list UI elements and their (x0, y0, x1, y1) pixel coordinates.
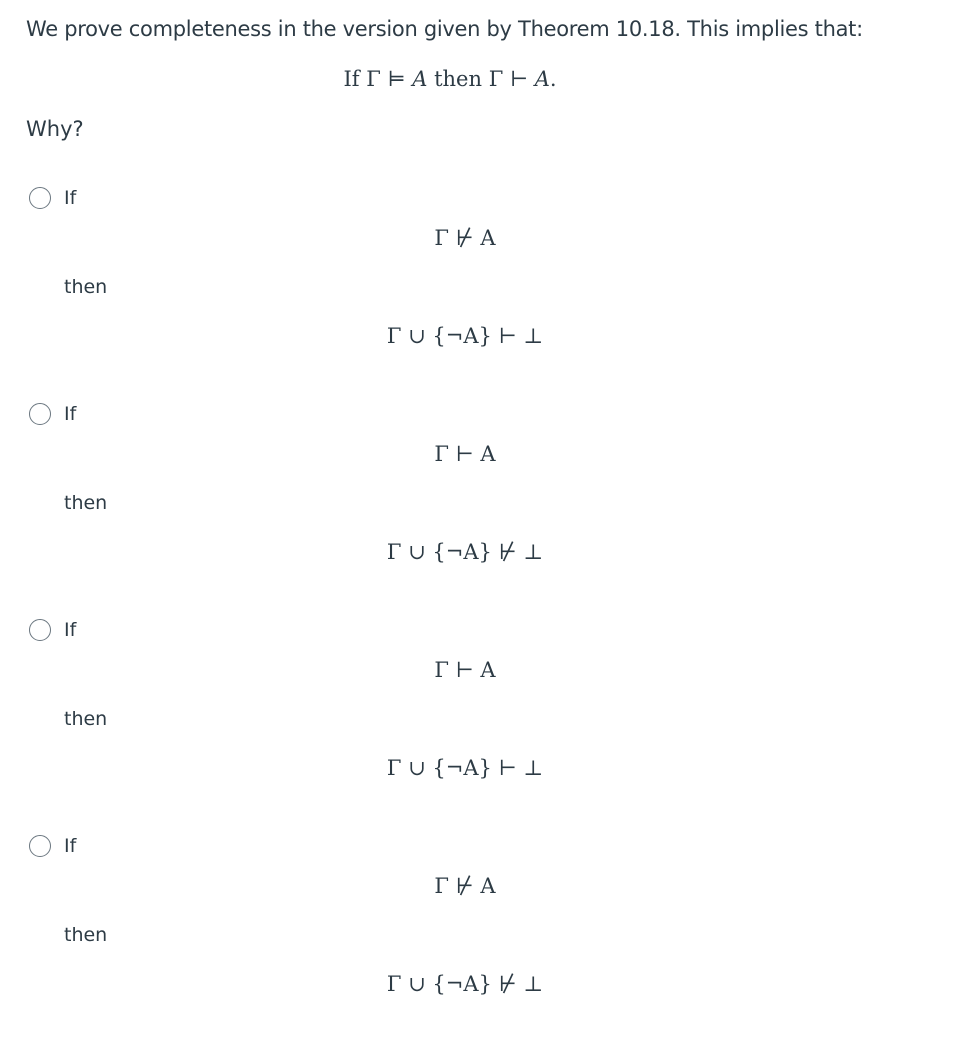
option-then-formula: Γ ∪ {¬A} ⊬ ⊥ (386, 972, 544, 996)
statement-then-word: then (434, 67, 482, 91)
statement-proves-symbol: ⊢ (509, 67, 529, 91)
option-if-label: If (64, 403, 77, 425)
statement-gamma-2: Γ (488, 67, 504, 91)
radio-button-4[interactable] (29, 835, 51, 857)
statement-gamma: Γ (366, 67, 381, 91)
option-then-formula: Γ ∪ {¬A} ⊢ ⊥ (386, 756, 544, 780)
option-then-label: then (64, 276, 108, 298)
option-if-label: If (64, 619, 77, 641)
radio-button-3[interactable] (29, 619, 51, 641)
answer-option-4[interactable] (0, 835, 978, 1045)
option-if-formula: Γ ⊢ A (434, 658, 496, 682)
option-then-label: then (64, 924, 108, 946)
option-if-formula: Γ ⊢ A (434, 442, 496, 466)
option-if-formula: Γ ⊬ A (434, 226, 496, 250)
answer-option-2[interactable] (0, 403, 978, 613)
question-intro: We prove completeness in the version given by Theorem 10.18. This implies that: (26, 17, 863, 41)
statement-models-symbol: ⊨ (387, 67, 406, 91)
radio-button-1[interactable] (29, 187, 51, 209)
option-if-label: If (64, 835, 77, 857)
radio-button-2[interactable] (29, 403, 51, 425)
why-prompt: Why? (26, 117, 84, 141)
option-if-formula: Γ ⊬ A (434, 874, 496, 898)
statement-formula-2: A (534, 67, 550, 91)
theorem-statement (0, 64, 900, 94)
answer-option-3[interactable] (0, 619, 978, 829)
option-if-label: If (64, 187, 77, 209)
statement-if-word: If (343, 67, 360, 91)
option-then-formula: Γ ∪ {¬A} ⊬ ⊥ (386, 540, 544, 564)
option-then-label: then (64, 492, 108, 514)
answer-option-1[interactable] (0, 187, 978, 397)
option-then-label: then (64, 708, 108, 730)
option-then-formula: Γ ∪ {¬A} ⊢ ⊥ (386, 324, 544, 348)
statement-formula: A (412, 67, 428, 91)
statement-period: . (549, 67, 557, 91)
